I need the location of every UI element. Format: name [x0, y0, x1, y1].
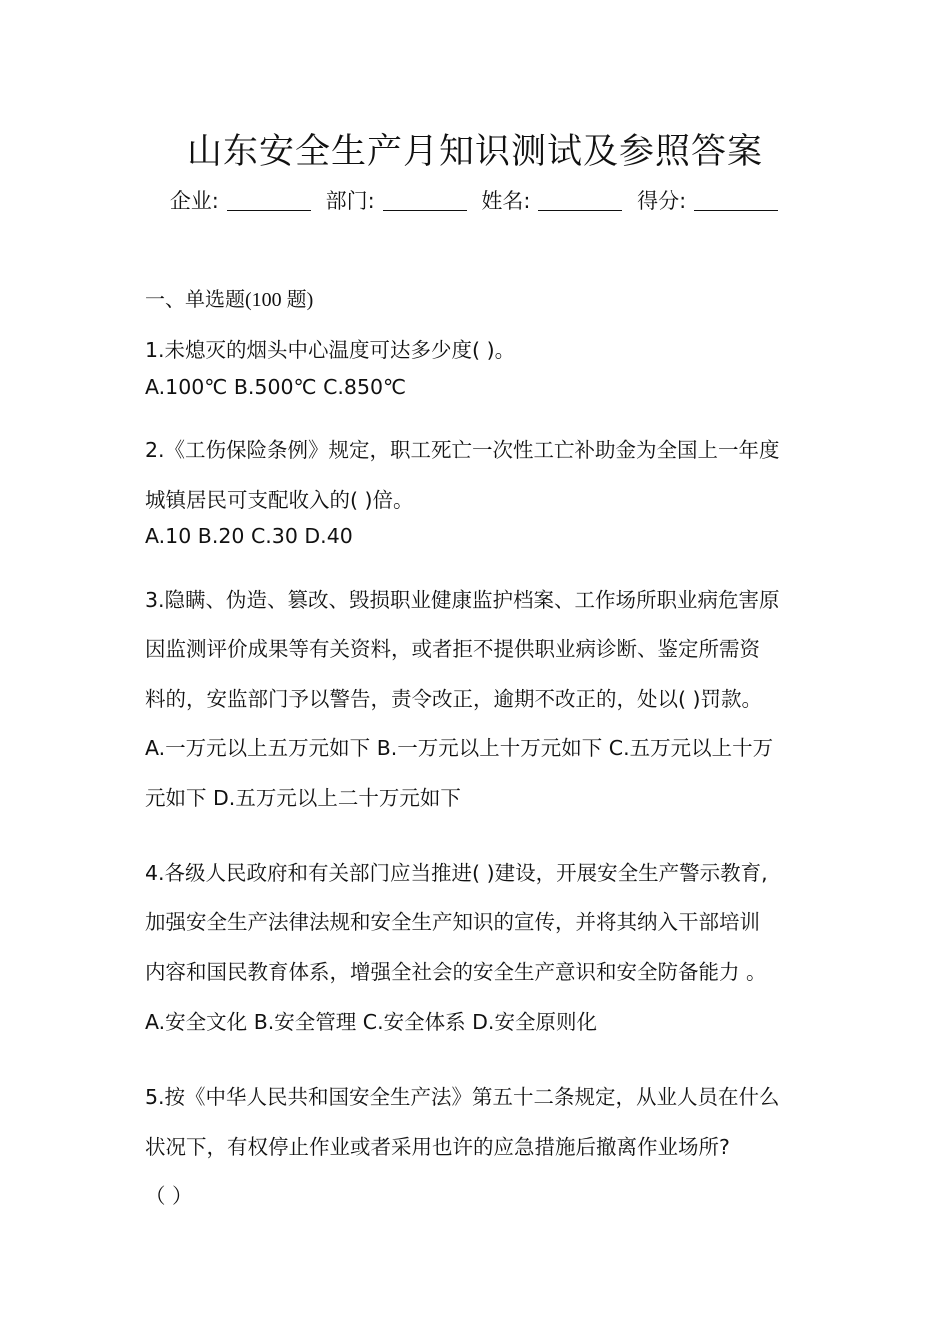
field-score: [637, 189, 780, 213]
blank-line: [227, 186, 311, 211]
question-3-line-3: 料的，安监部门予以警告，责令改正，逾期不改正的，处以( )罚款。: [145, 687, 763, 711]
question-4-line-1: 4.各级人民政府和有关部门应当推进( )建设，开展安全生产警示教育,: [145, 861, 768, 885]
question-5-line-2: 状况下，有权停止作业或者采用也许的应急措施后撤离作业场所?: [145, 1135, 730, 1159]
question-2-options: A.10 B.20 C.30 D.40: [145, 524, 353, 548]
question-4-line-2: 加强安全生产法律法规和安全生产知识的宣传，并将其纳入干部培训: [145, 910, 760, 934]
field-label: 姓名:: [481, 189, 531, 213]
question-3-line-1: 3.隐瞒、伪造、篡改、毁损职业健康监护档案、工作场所职业病危害原: [145, 588, 780, 612]
question-3-options-line-1: A.一万元以上五万元如下 B.一万元以上十万元如下 C.五万元以上十万: [145, 736, 774, 760]
question-1-options: A.100℃ B.500℃ C.850℃: [145, 375, 407, 399]
blank-line: [538, 186, 622, 211]
question-4-options: A.安全文化 B.安全管理 C.安全体系 D.安全原则化: [145, 1010, 597, 1034]
question-5-line-3: （ ）: [145, 1184, 193, 1208]
field-name: [481, 189, 624, 213]
field-company: [170, 189, 313, 213]
blank-line: [383, 186, 467, 211]
field-department: [326, 189, 469, 213]
question-2-line-2: 城镇居民可支配收入的( )倍。: [145, 488, 414, 512]
question-1-line-1: 1.未熄灭的烟头中心温度可达多少度( )。: [145, 338, 516, 362]
question-2-line-1: 2.《工伤保险条例》规定，职工死亡一次性工亡补助金为全国上一年度: [145, 438, 780, 462]
field-label: 企业:: [169, 189, 219, 213]
field-label: 得分:: [637, 189, 687, 213]
question-3-options-line-2: 元如下 D.五万元以上二十万元如下: [145, 786, 461, 810]
document-title: 山东安全生产月知识测试及参照答案: [186, 132, 763, 172]
info-fields: [0, 185, 950, 217]
question-4-line-3: 内容和国民教育体系，增强全社会的安全生产意识和安全防备能力 。: [145, 960, 767, 984]
blank-line: [694, 186, 778, 211]
field-label: 部门:: [325, 189, 375, 213]
question-3-line-2: 因监测评价成果等有关资料，或者拒不提供职业病诊断、鉴定所需资: [145, 637, 760, 661]
section-heading: 一、单选题(100 题): [145, 289, 314, 311]
question-5-line-1: 5.按《中华人民共和国安全生产法》第五十二条规定，从业人员在什么: [145, 1085, 780, 1109]
